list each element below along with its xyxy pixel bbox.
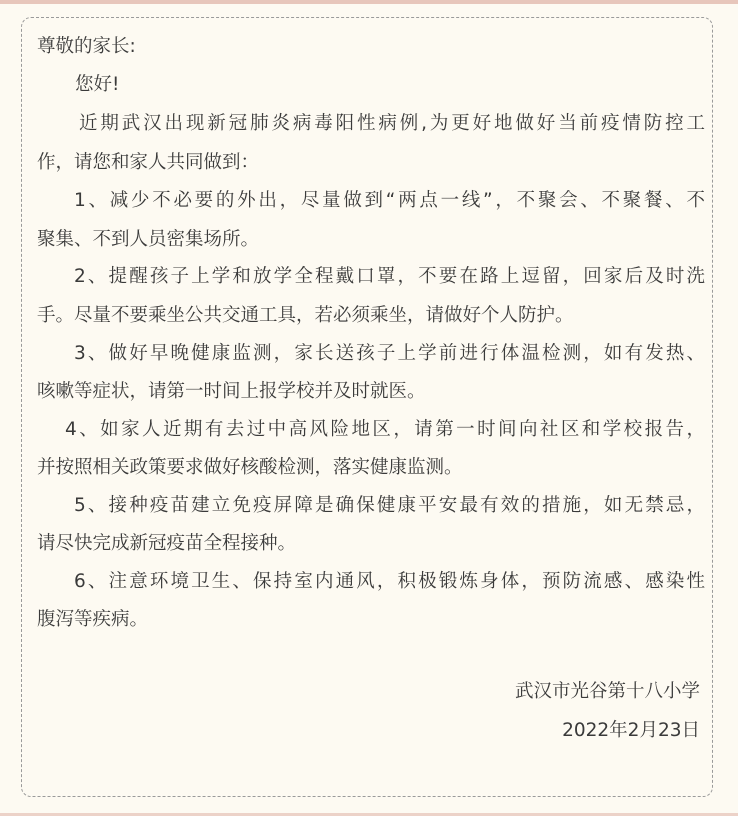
item-5-line-2: 请尽快完成新冠疫苗全程接种。 bbox=[37, 533, 297, 554]
intro-line-1: 近期武汉出现新冠肺炎病毒阳性病例,为更好地做好当前疫情防控工 bbox=[79, 113, 705, 134]
item-3-line-2: 咳嗽等症状，请第一时间上报学校并及时就医。 bbox=[37, 381, 426, 402]
item-1-line-2: 聚集、不到人员密集场所。 bbox=[37, 229, 260, 250]
item-2-line-2: 手。尽量不要乘坐公共交通工具，若必须乘坐，请做好个人防护。 bbox=[37, 305, 574, 326]
top-decorative-rule bbox=[0, 0, 738, 4]
item-1-line-1: 1、减少不必要的外出，尽量做到“两点一线”，不聚会、不聚餐、不 bbox=[74, 190, 705, 211]
intro-line-2: 作，请您和家人共同做到： bbox=[37, 152, 260, 173]
greeting: 您好! bbox=[75, 74, 120, 95]
item-3-line-1: 3、做好早晚健康监测，家长送孩子上学前进行体温检测，如有发热、 bbox=[74, 343, 705, 364]
item-5-line-1: 5、接种疫苗建立免疫屏障是确保健康平安最有效的措施，如无禁忌， bbox=[74, 495, 705, 516]
item-6-line-1: 6、注意环境卫生、保持室内通风，积极锻炼身体，预防流感、感染性 bbox=[74, 571, 705, 592]
item-6-line-2: 腹泻等疾病。 bbox=[37, 609, 149, 630]
item-2-line-1: 2、提醒孩子上学和放学全程戴口罩，不要在路上逗留，回家后及时洗 bbox=[74, 266, 705, 287]
item-4-line-2: 并按照相关政策要求做好核酸检测，落实健康监测。 bbox=[37, 457, 463, 478]
letter-date: 2022年2月23日 bbox=[562, 720, 700, 741]
salutation: 尊敬的家长: bbox=[37, 36, 136, 57]
item-4-line-1: 4、如家人近期有去过中高风险地区，请第一时间向社区和学校报告， bbox=[65, 419, 705, 440]
signature: 武汉市光谷第十八小学 bbox=[514, 681, 700, 702]
